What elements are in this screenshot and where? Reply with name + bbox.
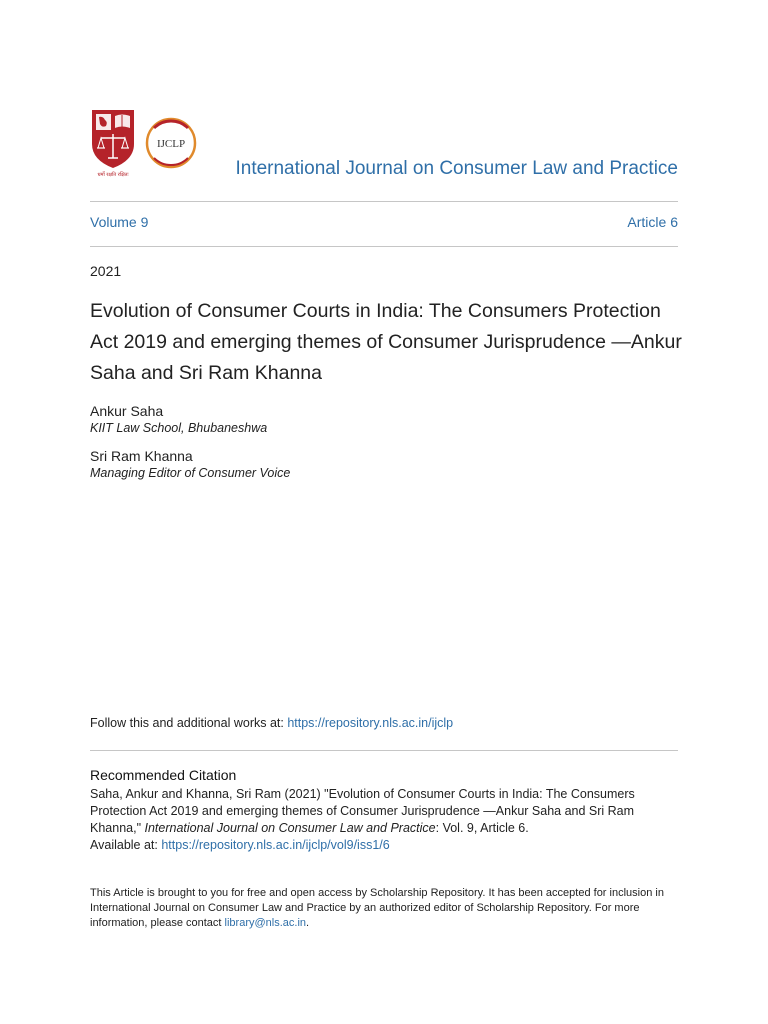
author-name: Ankur Saha — [90, 403, 164, 419]
follow-line — [90, 716, 453, 730]
citation-text — [90, 786, 678, 837]
available-label: Available at: — [90, 838, 162, 852]
divider-issue — [90, 246, 678, 247]
citation-heading: Recommended Citation — [90, 767, 237, 783]
article-title: Evolution of Consumer Courts in India: The Consumers Protection Act 2019 and emerging themes of Consumer Jurisprudence —Ankur Saha and Sri Ram Khanna — [90, 300, 682, 384]
logo-group — [90, 108, 200, 178]
access-notice — [90, 886, 678, 931]
divider-citation — [90, 750, 678, 751]
citation-journal: International Journal on Consumer Law and Practice — [144, 821, 436, 835]
author-affiliation: Managing Editor of Consumer Voice — [90, 466, 291, 480]
article-link[interactable]: Article 6 — [627, 214, 678, 230]
ijclp-logo-text: IJCLP — [156, 138, 186, 150]
nls-crest-caption: धर्मो रक्षति रक्षितः — [97, 172, 129, 178]
notice-end: . — [306, 917, 310, 929]
author-affiliation: KIIT Law School, Bhubaneshwa — [90, 421, 268, 435]
available-line — [90, 838, 390, 852]
volume-link[interactable]: Volume 9 — [90, 214, 149, 230]
journal-title-link[interactable]: International Journal on Consumer Law and Practice — [235, 158, 678, 179]
author-name: Sri Ram Khanna — [90, 448, 193, 464]
issue-row — [90, 214, 678, 230]
contact-email-link[interactable]: library@nls.ac.in — [224, 917, 306, 929]
author-item — [90, 403, 678, 436]
author-list — [90, 403, 678, 493]
follow-text: Follow this and additional works at: — [90, 716, 288, 730]
citation-body: Saha, Ankur and Khanna, Sri Ram (2021) "Evolution of Consumer Courts in India: The Consumers Protection Act 2019 and emerging themes of Consumer Jurisprudence —Ankur Saha and Sri Ram Khanna," — [90, 787, 635, 835]
publication-year: 2021 — [90, 263, 122, 279]
cover-page — [90, 0, 682, 1024]
nls-crest-logo — [90, 108, 136, 178]
notice-text: This Article is brought to you for free and open access by Scholarship Repository. It has been accepted for inclusion in International Journal on Consumer Law and Practice by an authorized editor of Scholarship Repository. For more information, please contact — [90, 887, 664, 929]
divider-top — [90, 201, 678, 202]
article-url-link[interactable]: https://repository.nls.ac.in/ijclp/vol9/iss1/6 — [161, 838, 390, 852]
repository-link[interactable]: https://repository.nls.ac.in/ijclp — [287, 716, 454, 730]
citation-volume: : Vol. 9, Article 6. — [435, 821, 529, 835]
author-item — [90, 448, 678, 481]
ijclp-logo — [144, 116, 198, 170]
